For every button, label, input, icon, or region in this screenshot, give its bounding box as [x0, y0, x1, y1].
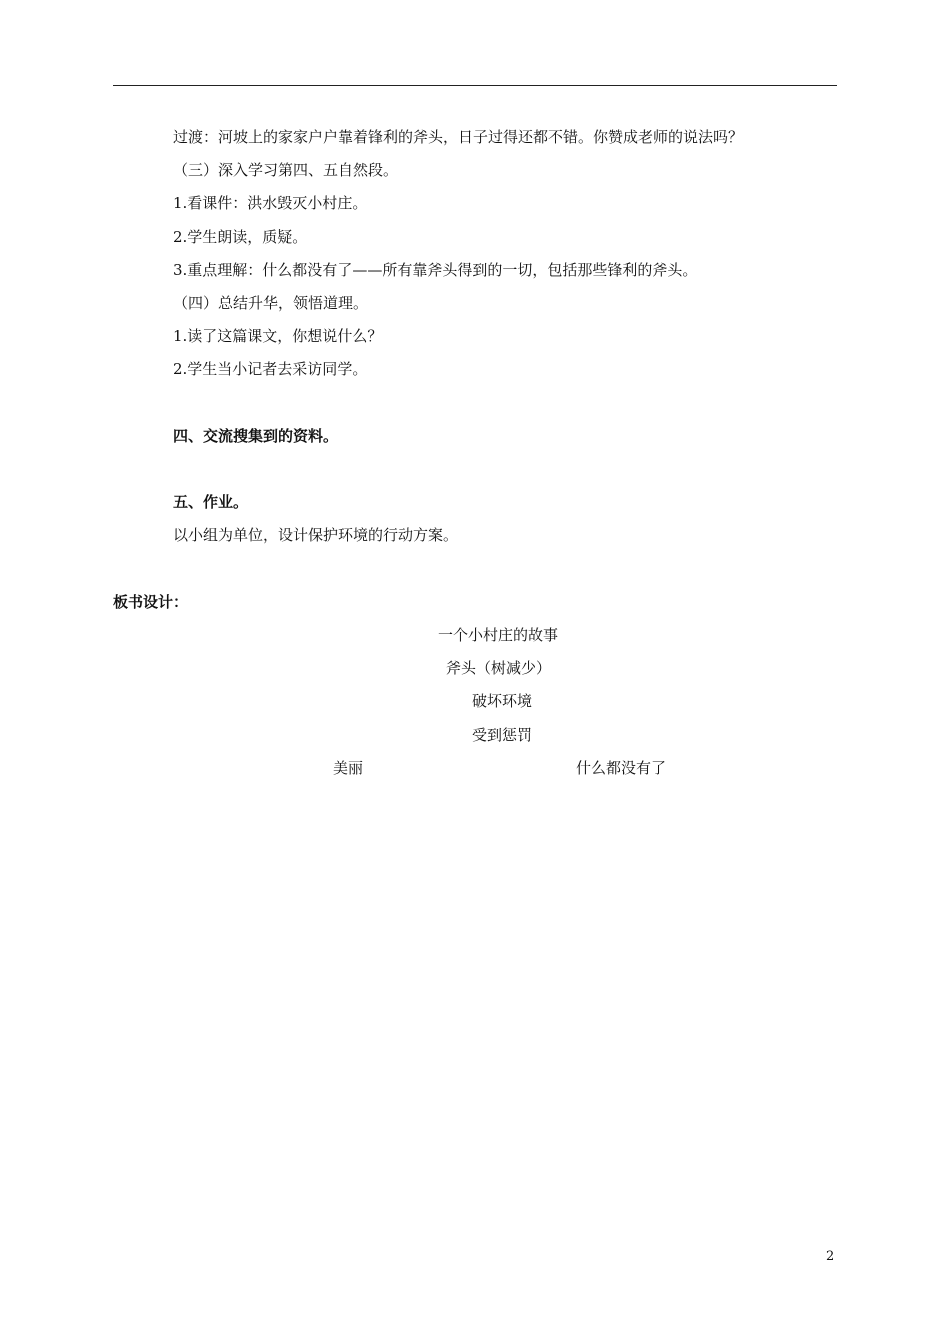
board-destroy-line: 破坏环境	[472, 692, 533, 710]
board-punish-line: 受到惩罚	[472, 726, 533, 744]
step-read-question: 2.学生朗读，质疑。	[173, 228, 308, 246]
board-beautiful: 美丽	[333, 759, 364, 777]
transition-paragraph: 过渡：河坡上的家家户户靠着锋利的斧头，日子过得还都不错。你赞成老师的说法吗？	[173, 128, 744, 146]
board-nothing-left: 什么都没有了	[576, 759, 667, 777]
header-rule	[113, 85, 837, 86]
homework-text: 以小组为单位，设计保护环境的行动方案。	[173, 526, 459, 544]
board-design-heading: 板书设计：	[113, 593, 189, 611]
section-four-heading: （四）总结升华，领悟道理。	[173, 294, 369, 312]
step-reflection: 1.读了这篇课文，你想说什么？	[173, 327, 383, 345]
board-axe-line: 斧头（树减少）	[446, 659, 552, 677]
part-four-heading: 四、交流搜集到的资料。	[173, 427, 339, 445]
section-three-heading: （三）深入学习第四、五自然段。	[173, 161, 399, 179]
page-number: 2	[826, 1249, 835, 1264]
part-five-heading: 五、作业。	[173, 493, 249, 511]
step-key-understanding: 3.重点理解：什么都没有了——所有靠斧头得到的一切，包括那些锋利的斧头。	[173, 261, 698, 279]
step-watch-courseware: 1.看课件：洪水毁灭小村庄。	[173, 194, 368, 212]
board-title: 一个小村庄的故事	[438, 626, 559, 644]
step-reporter: 2.学生当小记者去采访同学。	[173, 360, 368, 378]
